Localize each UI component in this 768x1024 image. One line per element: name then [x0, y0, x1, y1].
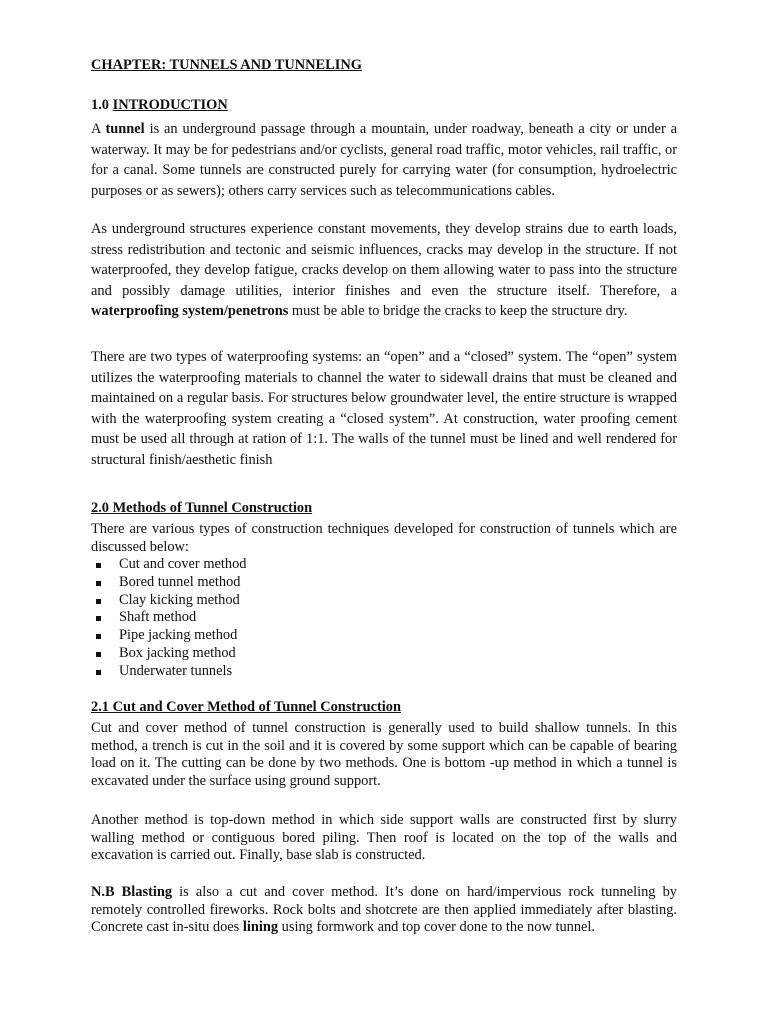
intro-heading-text: INTRODUCTION	[112, 97, 228, 113]
list-item-label: Box jacking method	[119, 644, 236, 661]
cut-cover-paragraph-1: Cut and cover method of tunnel construction is generally used to build shallow tunnels. In this method, a trench is cut in the soil and it is covered by some support which can be capable of bearing load on it. The cutting can be done by two methods. One is bottom -up method in which a tunnel is excavated under the surface using ground support.	[91, 720, 677, 789]
term-waterproofing-system: waterproofing system/penetrons	[91, 303, 289, 319]
list-item	[91, 592, 247, 610]
term-tunnel: tunnel	[105, 121, 145, 137]
cut-cover-heading: 2.1 Cut and Cover Method of Tunnel Construction	[91, 699, 401, 715]
list-item-label: Pipe jacking method	[119, 627, 238, 644]
methods-heading: 2.0 Methods of Tunnel Construction	[91, 500, 313, 516]
methods-intro: There are various types of construction techniques developed for construction of tunnels which are discussed below:	[91, 521, 677, 555]
text-run: is also a cut and cover method. It’s done on hard/impervious rock tunneling by remotely controlled fireworks. Rock bolts and shotcrete are then applied immediately after blasting. Concrete cast in-situ does	[91, 884, 677, 936]
list-item-label: Underwater tunnels	[119, 662, 233, 679]
square-bullet-icon	[96, 581, 101, 586]
term-nb-blasting: N.B Blasting	[91, 884, 173, 900]
text-run: must be able to bridge the cracks to keep the structure dry.	[288, 303, 628, 319]
text-run: A	[91, 121, 106, 137]
cut-cover-paragraph-3	[91, 884, 677, 937]
term-lining: lining	[242, 919, 279, 936]
methods-list	[91, 556, 247, 681]
list-item	[91, 556, 247, 574]
square-bullet-icon	[96, 634, 101, 639]
square-bullet-icon	[96, 670, 101, 675]
intro-paragraph-2	[91, 219, 677, 322]
square-bullet-icon	[96, 563, 101, 568]
intro-paragraph-3: There are two types of waterproofing systems: an “open” and a “closed” system. The “open” system utilizes the waterproofing materials to channel the water to sidewall drains that must be cleaned and maintained on a regular basis. For structures below groundwater level, the entire structure is wrapped with the waterproofing system creating a “closed system”. At construction, water proofing cement must be used all through at ration of 1:1. The walls of the tunnel must be lined and well rendered for structural finish/aesthetic finish	[91, 349, 677, 468]
intro-paragraph-1	[91, 119, 677, 201]
intro-number: 1.0	[91, 97, 113, 113]
list-item	[91, 574, 247, 592]
list-item-label: Clay kicking method	[119, 591, 240, 608]
intro-heading	[91, 97, 228, 114]
list-item	[91, 627, 247, 645]
list-item-label: Cut and cover method	[119, 556, 247, 572]
text-run: is an underground passage through a mountain, under roadway, beneath a city or under a waterway. It may be for pedestrians and/or cyclists, general road traffic, motor vehicles, rail traffic, or for a canal. Some tunnels are constructed purely for carrying water (for consumption, hydroelectric purposes or as sewers); others carry services such as telecommunications cables.	[91, 121, 677, 199]
list-item	[91, 663, 247, 681]
list-item	[91, 609, 247, 627]
list-item-label: Shaft method	[119, 609, 197, 626]
list-item	[91, 645, 247, 663]
cut-cover-paragraph-2: Another method is top-down method in which side support walls are constructed first by slurry walling method or contiguous bored piling. Then roof is located on the top of the walls and excavation is carried out. Finally, base slab is constructed.	[91, 812, 677, 864]
square-bullet-icon	[96, 616, 101, 621]
square-bullet-icon	[96, 652, 101, 657]
text-run: As underground structures experience constant movements, they develop strains due to earth loads, stress redistribution and tectonic and seismic influences, cracks may develop in the structure. If not waterproofed, they develop fatigue, cracks develop on them allowing water to pass into the structure and possibly damage utilities, interior finishes and even the structure itself. Therefore, a	[91, 221, 677, 299]
list-item-label: Bored tunnel method	[119, 573, 241, 590]
square-bullet-icon	[96, 599, 101, 604]
text-run: using formwork and top cover done to the now tunnel.	[278, 919, 596, 936]
chapter-title: CHAPTER: TUNNELS AND TUNNELING	[91, 57, 362, 73]
